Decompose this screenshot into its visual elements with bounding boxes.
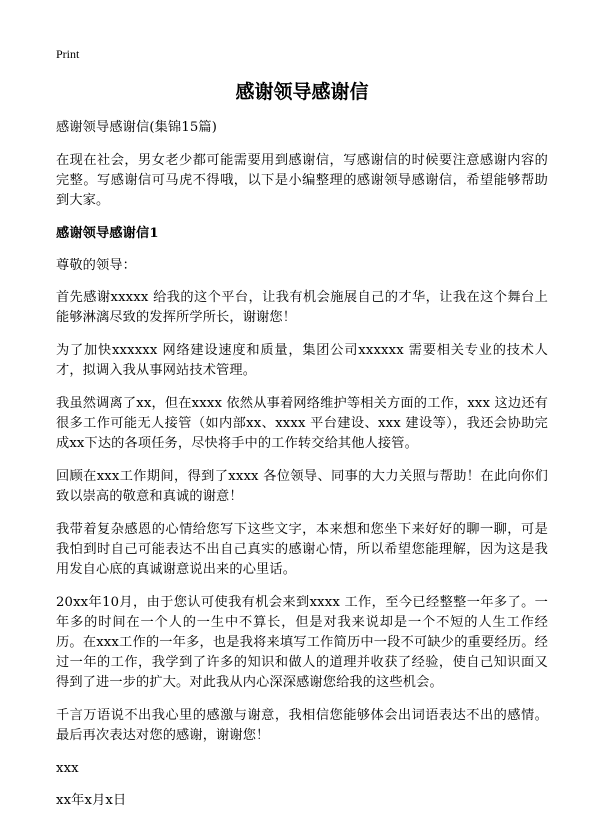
body-paragraph: 20xx年10月，由于您认可使我有机会来到xxxx 工作，至今已经整整一年多了。一年多的时间在一个人的一生中不算长，但是对我来说却是一个不短的人生工作经历。在xxx工作的一年多，也是我将来填写工作简历中一段不可缺少的重要经历。经过一年的工作，我学到了许多的知识和做人的道理并收获了经验，使自己知识面又得到了进一步的扩大。对此我从内心深深感谢您给我的这些机会。 — [56, 595, 548, 690]
intro-paragraph: 在现在社会，男女老少都可能需要用到感谢信，写感谢信的时候要注意感谢内容的完整。写感谢信可马虎不得哦，以下是小编整理的感谢领导感谢信，希望能够帮助到大家。 — [56, 153, 548, 208]
body-paragraph: 回顾在xxx工作期间，得到了xxxx 各位领导、同事的大力关照与帮助！在此向你们致以崇高的敬意和真诚的谢意！ — [56, 469, 548, 504]
section-heading: 感谢领导感谢信1 — [56, 226, 159, 241]
signature: xxx — [56, 761, 79, 776]
body-paragraph: 为了加快xxxxxx 网络建设速度和质量，集团公司xxxxxx 需要相关专业的技术人才，拟调入我从事网站技术管理。 — [56, 343, 548, 378]
print-link[interactable]: Print — [56, 47, 80, 61]
letter-date: xx年x月x日 — [56, 793, 127, 808]
body-paragraph: 首先感谢xxxxx 给我的这个平台，让我有机会施展自己的才华，让我在这个舞台上能够淋漓尽致的发挥所学所长，谢谢您！ — [56, 290, 548, 325]
body-paragraph: 千言万语说不出我心里的感激与谢意，我相信您能够体会出词语表达不出的感情。最后再次表达对您的感谢，谢谢您！ — [56, 708, 548, 743]
body-paragraph: 我带着复杂感恩的心情给您写下这些文字，本来想和您坐下来好好的聊一聊，可是我怕到时自己可能表达不出自己真实的感谢心情，所以希望您能理解，因为这是我用发自心底的真诚谢意说出来的心里话。 — [56, 522, 548, 577]
document-title: 感谢领导感谢信 — [235, 81, 369, 103]
letter-document — [56, 80, 548, 823]
body-paragraph: 我虽然调离了xx，但在xxxx 依然从事着网络维护等相关方面的工作，xxx 这边还有很多工作可能无人接管（如内部xx、xxxx 平台建设、xxx 建设等），我还会协助完成xx下达的各项任务，尽快将手中的工作转交给其他人接管。 — [56, 396, 548, 451]
document-subtitle: 感谢领导感谢信(集锦15篇) — [56, 120, 218, 135]
salutation: 尊敬的领导： — [56, 258, 137, 273]
